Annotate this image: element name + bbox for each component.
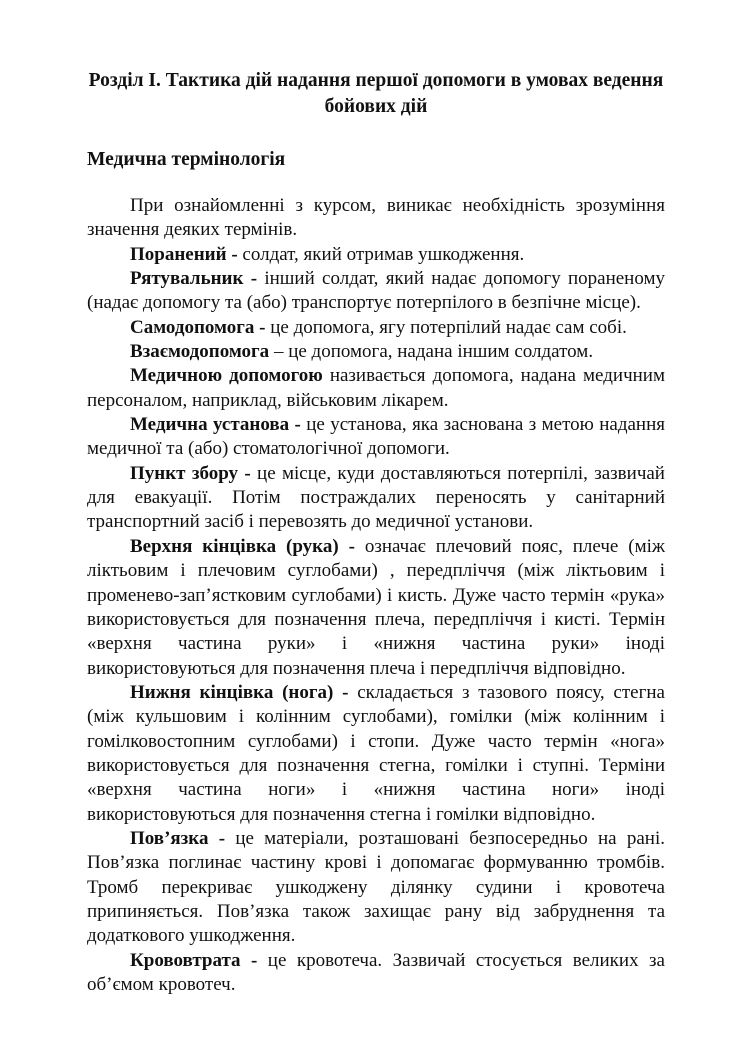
paragraph-medical-facility <box>87 413 665 462</box>
paragraph-blood-loss <box>87 949 665 998</box>
paragraph-dressing <box>87 827 665 949</box>
term-definition: це допомога, ягу потерпілий надає сам собі. <box>265 316 627 338</box>
term-label: Пункт збору - <box>130 462 251 484</box>
term-label: Верхня кінцівка (рука) - <box>130 535 355 557</box>
term-definition: означає плечовий пояс, плече (між ліктьовим і плечовим суглобами) , передпліччя (між ліктьовим і променево-зап’ястковим суглобами) і кисть. Дуже часто термін «рука» використовується для позначення плеча, передпліччя і кисті. Термін «верхня частина руки» і «нижня частина руки» іноді використовуються для позначення плеча і передпліччя відповідно. <box>87 535 665 679</box>
term-definition: інший солдат, який надає допомогу пораненому (надає допомогу та (або) транспортує потерпілого в безпічне місце). <box>87 268 666 314</box>
paragraph-intro <box>87 194 665 243</box>
paragraph-medical-aid <box>87 364 665 413</box>
term-label: Пов’язка - <box>130 827 226 849</box>
paragraph-wounded <box>87 243 665 267</box>
paragraph-rescuer <box>87 267 665 316</box>
paragraph-collection-point <box>87 462 665 535</box>
paragraph-buddy-aid <box>87 340 665 364</box>
document-title: Розділ I. Тактика дій надання першої допомоги в умовах ведення бойових дій <box>88 70 664 117</box>
paragraph-upper-limb <box>87 535 665 681</box>
term-label: Рятувальник - <box>130 268 258 290</box>
paragraph-lower-limb <box>87 681 665 827</box>
term-label: Поранений - <box>130 243 238 265</box>
section-heading: Медична термінологія <box>87 149 286 170</box>
term-label: Взаємодопомога <box>130 341 270 363</box>
paragraph-self-aid <box>87 316 665 340</box>
term-definition: При ознайомленні з курсом, виникає необхідність зрозуміння значення деяких термінів. <box>87 195 665 241</box>
term-definition: називається допомога, надана медичним персоналом, наприклад, військовим лікарем. <box>87 365 665 411</box>
term-definition: солдат, який отримав ушкодження. <box>237 243 525 265</box>
term-definition: це кровотеча. Зазвичай стосується великих за об’ємом кровотеч. <box>87 949 665 995</box>
term-definition: це матеріали, розташовані безпосередньо на рані. Пов’язка поглинає частину крові і допомагає формуванню тромбів. Тромб перекриває ушкоджену ділянку судини і кровотеча припиняється. Пов’язка також захищає рану від забруднення та додаткового ушкодження. <box>87 827 665 947</box>
term-label: Медичною допомогою <box>130 365 323 387</box>
document-page <box>87 68 665 997</box>
term-definition: це установа, яка заснована з метою надання медичної та (або) стоматологічної допомоги. <box>87 414 665 460</box>
term-definition: – це допомога, надана іншим солдатом. <box>269 341 594 363</box>
body-text <box>87 194 665 997</box>
term-label: Медична установа - <box>130 414 301 436</box>
term-label: Самодопомога - <box>130 316 266 338</box>
term-definition: складається з тазового поясу, стегна (між кульшовим і колінним суглобами), гомілки (між колінним і гомілковостопним суглобами) і стопи. Дуже часто термін «нога» використовується для позначення стегна, гомілки і ступні. Терміни «верхня частина ноги» і «нижня частина ноги» іноді використовуються для позначення стегна і гомілки відповідно. <box>87 681 665 825</box>
term-label: Крововтрата - <box>130 949 258 971</box>
term-definition: це місце, куди доставляються потерпілі, зазвичай для евакуації. Потім постраждалих переносять у санітарний транспортний засіб і перевозять до медичної установи. <box>87 462 665 533</box>
term-label: Нижня кінцівка (нога) - <box>130 681 349 703</box>
